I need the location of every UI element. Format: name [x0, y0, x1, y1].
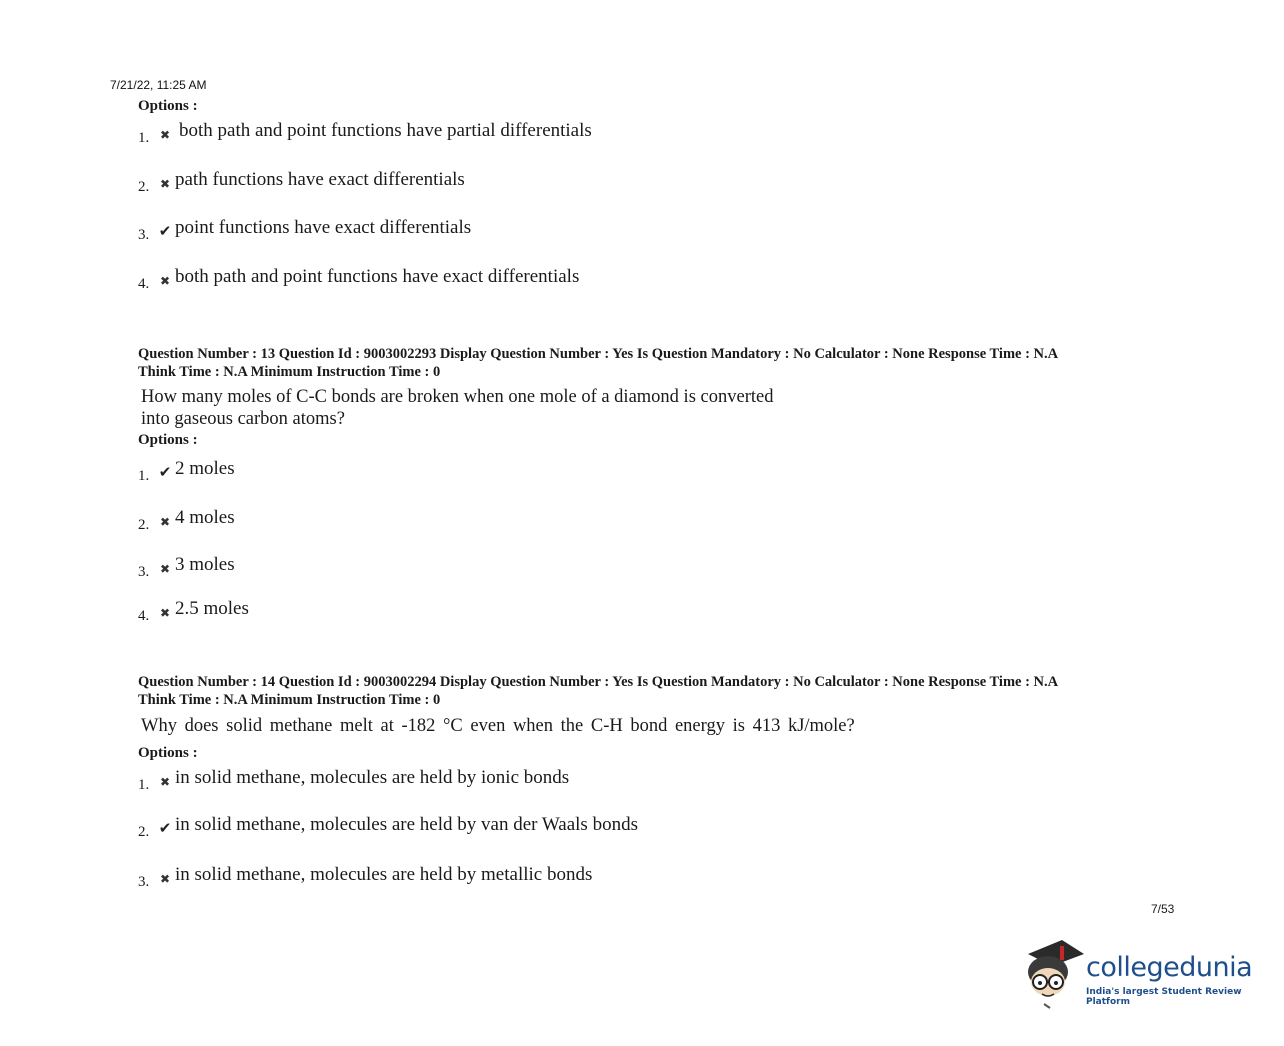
logo-wordmark: collegedunia	[1086, 952, 1253, 983]
option-1	[138, 767, 570, 793]
option-2	[138, 814, 638, 840]
option-number: 4.	[138, 608, 150, 624]
option-number: 2.	[138, 517, 150, 533]
option-3	[138, 217, 472, 243]
cross-icon: ✖	[159, 606, 171, 620]
option-text: in solid methane, molecules are held by metallic bonds	[175, 864, 593, 885]
collegedunia-logo	[1024, 938, 1264, 1013]
question-meta: Question Number : 13 Question Id : 9003002293 Display Question Number : Yes Is Question Mandatory : No Calculator : None Response Time : N.A	[138, 346, 1059, 362]
options-label: Options :	[138, 98, 198, 114]
option-2	[138, 507, 235, 533]
question-meta: Think Time : N.A Minimum Instruction Time : 0	[138, 692, 441, 708]
question-text: Why does solid methane melt at -182 °C even when the C-H bond energy is 413 kJ/mole?	[141, 716, 855, 736]
cross-icon: ✖	[159, 177, 171, 191]
option-number: 3.	[138, 874, 150, 890]
mascot-icon	[1024, 938, 1084, 1013]
option-number: 1.	[138, 468, 150, 484]
checkmark-icon: ✔	[158, 222, 172, 240]
question-13	[138, 345, 1158, 624]
option-2	[138, 169, 465, 195]
option-text: in solid methane, molecules are held by van der Waals bonds	[175, 814, 638, 835]
option-1	[138, 458, 235, 484]
print-timestamp: 7/21/22, 11:25 AM	[110, 78, 207, 92]
option-3	[138, 864, 593, 890]
option-number: 1.	[138, 130, 150, 146]
cross-icon: ✖	[159, 872, 171, 886]
question-meta: Question Number : 14 Question Id : 9003002294 Display Question Number : Yes Is Question Mandatory : No Calculator : None Response Time : N.A	[138, 674, 1059, 690]
checkmark-icon: ✔	[158, 463, 172, 481]
option-number: 4.	[138, 276, 150, 292]
page-number: 7/53	[1151, 902, 1175, 916]
option-1	[138, 120, 592, 146]
option-number: 2.	[138, 179, 150, 195]
option-text: 4 moles	[175, 507, 235, 528]
logo-tagline: India's largest Student Review Platform	[1086, 987, 1242, 1007]
option-text: 2.5 moles	[175, 598, 249, 619]
question-12-options	[138, 98, 1158, 292]
cross-icon: ✖	[159, 562, 171, 576]
option-number: 3.	[138, 227, 150, 243]
option-text: point functions have exact differentials	[175, 217, 472, 238]
cross-icon: ✖	[159, 128, 171, 142]
cross-icon: ✖	[159, 775, 171, 789]
option-text: path functions have exact differentials	[175, 169, 465, 190]
question-text-line: How many moles of C-C bonds are broken when one mole of a diamond is converted	[141, 387, 774, 407]
option-number: 1.	[138, 777, 150, 793]
options-label: Options :	[138, 432, 198, 448]
checkmark-icon: ✔	[158, 819, 172, 837]
option-number: 2.	[138, 824, 150, 840]
option-number: 3.	[138, 564, 150, 580]
option-3	[138, 554, 235, 580]
option-4	[138, 598, 249, 624]
option-text: both path and point functions have exact differentials	[175, 266, 580, 287]
cross-icon: ✖	[159, 274, 171, 288]
options-label: Options :	[138, 745, 198, 761]
option-4	[138, 266, 580, 292]
option-text: 2 moles	[175, 458, 235, 479]
cross-icon: ✖	[159, 515, 171, 529]
question-text-line: into gaseous carbon atoms?	[141, 409, 345, 429]
question-text	[141, 386, 1158, 430]
question-meta: Think Time : N.A Minimum Instruction Time : 0	[138, 364, 441, 380]
option-text: both path and point functions have partial differentials	[179, 120, 592, 141]
option-text: in solid methane, molecules are held by ionic bonds	[175, 767, 570, 788]
question-14	[138, 673, 1158, 890]
option-text: 3 moles	[175, 554, 235, 575]
